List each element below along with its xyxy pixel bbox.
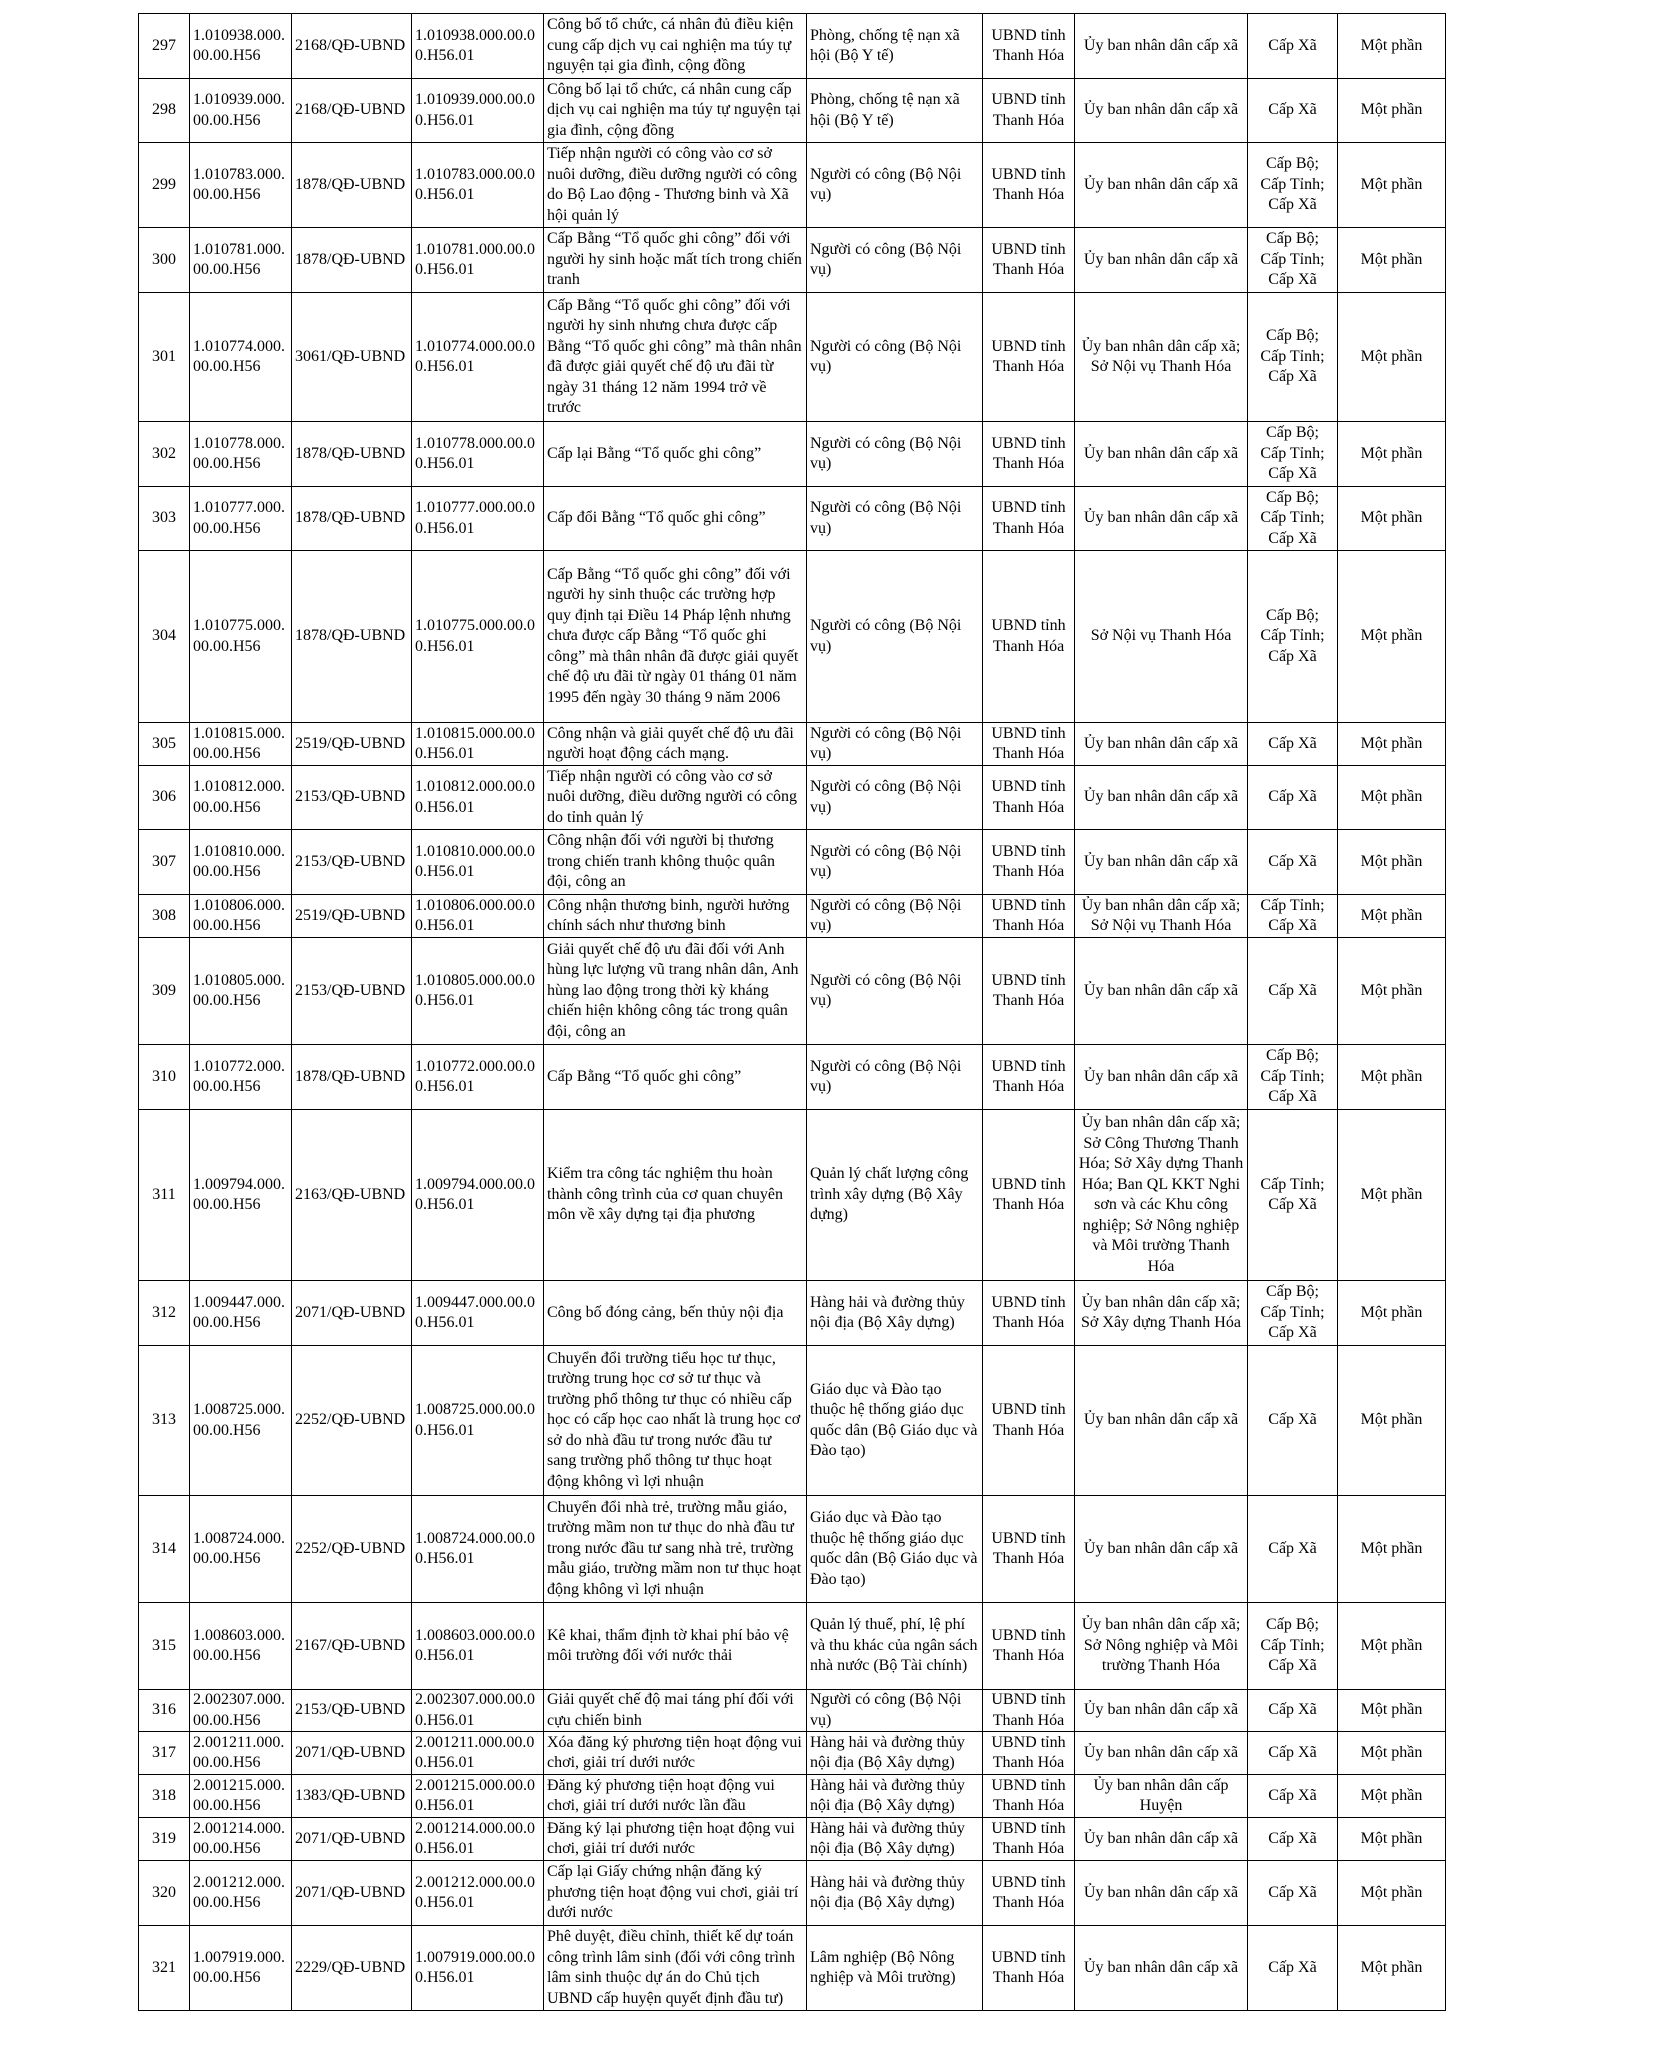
procedure-code-cell: 1.010772.000.00.00.H56 [190,1045,292,1110]
issuing-agency-cell: UBND tỉnh Thanh Hóa [983,938,1075,1045]
procedure-code-cell: 1.010938.000.00.00.H56 [190,14,292,79]
procedure-code-cell: 1.010810.000.00.00.H56 [190,830,292,895]
procedure-name-cell: Công nhận và giải quyết chế độ ưu đãi người hoạt động cách mạng. [544,723,807,766]
procedure-name-cell: Công bố tổ chức, cá nhân đủ điều kiện cung cấp dịch vụ cai nghiện ma túy tự nguyện tại gia đình, cộng đồng [544,14,807,79]
implementing-agency-cell: Ủy ban nhân dân cấp xã [1075,422,1248,487]
implementing-agency-cell: Ủy ban nhân dân cấp xã; Sở Nội vụ Thanh Hóa [1075,293,1248,422]
procedure-name-cell: Xóa đăng ký phương tiện hoạt động vui chơi, giải trí dưới nước [544,1732,807,1775]
issuing-agency-cell: UBND tỉnh Thanh Hóa [983,1926,1075,2011]
issuing-agency-cell: UBND tỉnh Thanh Hóa [983,1690,1075,1732]
service-status-cell: Một phần [1338,293,1446,422]
procedure-code-cell: 2.002307.000.00.00.H56 [190,1690,292,1732]
procedure-code-cell: 1.010815.000.00.00.H56 [190,723,292,766]
service-status-cell: Một phần [1338,1818,1446,1861]
decision-number-cell: 2519/QĐ-UBND [292,895,412,938]
level-cell: Cấp Bộ; Cấp Tỉnh; Cấp Xã [1248,422,1338,487]
issuing-agency-cell: UBND tỉnh Thanh Hóa [983,143,1075,228]
procedure-code-detail-cell: 1.010812.000.00.00.H56.01 [412,766,544,830]
issuing-agency-cell: UBND tỉnh Thanh Hóa [983,551,1075,723]
service-status-cell: Một phần [1338,1861,1446,1926]
level-cell: Cấp Tỉnh; Cấp Xã [1248,895,1338,938]
procedure-code-detail-cell: 1.010938.000.00.00.H56.01 [412,14,544,79]
procedure-code-cell: 1.010806.000.00.00.H56 [190,895,292,938]
stt-cell: 304 [139,551,190,723]
table-row [139,79,1446,143]
issuing-agency-cell: UBND tỉnh Thanh Hóa [983,1775,1075,1818]
decision-number-cell: 2252/QĐ-UBND [292,1496,412,1603]
decision-number-cell: 2168/QĐ-UBND [292,79,412,143]
stt-cell: 321 [139,1926,190,2011]
table-row [139,1603,1446,1690]
service-status-cell: Một phần [1338,830,1446,895]
stt-cell: 312 [139,1281,190,1346]
procedure-code-cell: 1.008725.000.00.00.H56 [190,1346,292,1496]
procedure-code-cell: 1.010777.000.00.00.H56 [190,487,292,551]
implementing-agency-cell: Ủy ban nhân dân cấp xã; Sở Nội vụ Thanh Hóa [1075,895,1248,938]
procedure-code-cell: 1.007919.000.00.00.H56 [190,1926,292,2011]
table-row [139,1732,1446,1775]
level-cell: Cấp Bộ; Cấp Tỉnh; Cấp Xã [1248,1603,1338,1690]
table-row [139,551,1446,723]
procedure-code-detail-cell: 1.010778.000.00.00.H56.01 [412,422,544,487]
table-row [139,1045,1446,1110]
stt-cell: 308 [139,895,190,938]
field-cell: Người có công (Bộ Nội vụ) [807,1690,983,1732]
procedure-code-detail-cell: 1.010777.000.00.00.H56.01 [412,487,544,551]
level-cell: Cấp Xã [1248,766,1338,830]
field-cell: Lâm nghiệp (Bộ Nông nghiệp và Môi trường) [807,1926,983,2011]
decision-number-cell: 2229/QĐ-UBND [292,1926,412,2011]
implementing-agency-cell: Ủy ban nhân dân cấp xã [1075,1926,1248,2011]
issuing-agency-cell: UBND tỉnh Thanh Hóa [983,1732,1075,1775]
decision-number-cell: 2153/QĐ-UBND [292,830,412,895]
decision-number-cell: 2071/QĐ-UBND [292,1281,412,1346]
implementing-agency-cell: Ủy ban nhân dân cấp xã; Sở Nông nghiệp và Môi trường Thanh Hóa [1075,1603,1248,1690]
procedure-code-detail-cell: 1.009794.000.00.00.H56.01 [412,1110,544,1281]
decision-number-cell: 2519/QĐ-UBND [292,723,412,766]
decision-number-cell: 1878/QĐ-UBND [292,422,412,487]
procedure-code-cell: 1.010775.000.00.00.H56 [190,551,292,723]
field-cell: Giáo dục và Đào tạo thuộc hệ thống giáo dục quốc dân (Bộ Giáo dục và Đào tạo) [807,1496,983,1603]
procedure-code-detail-cell: 1.010810.000.00.00.H56.01 [412,830,544,895]
table-row [139,14,1446,79]
procedure-name-cell: Công bố đóng cảng, bến thủy nội địa [544,1281,807,1346]
issuing-agency-cell: UBND tỉnh Thanh Hóa [983,228,1075,293]
table-row [139,938,1446,1045]
procedure-code-cell: 2.001214.000.00.00.H56 [190,1818,292,1861]
service-status-cell: Một phần [1338,1110,1446,1281]
implementing-agency-cell: Ủy ban nhân dân cấp xã [1075,766,1248,830]
level-cell: Cấp Xã [1248,1496,1338,1603]
service-status-cell: Một phần [1338,143,1446,228]
issuing-agency-cell: UBND tỉnh Thanh Hóa [983,1818,1075,1861]
field-cell: Người có công (Bộ Nội vụ) [807,1045,983,1110]
level-cell: Cấp Xã [1248,79,1338,143]
level-cell: Cấp Xã [1248,14,1338,79]
stt-cell: 297 [139,14,190,79]
procedure-name-cell: Tiếp nhận người có công vào cơ sở nuôi dưỡng, điều dưỡng người có công do tỉnh quản lý [544,766,807,830]
level-cell: Cấp Bộ; Cấp Tỉnh; Cấp Xã [1248,1281,1338,1346]
decision-number-cell: 2167/QĐ-UBND [292,1603,412,1690]
field-cell: Hàng hải và đường thủy nội địa (Bộ Xây dựng) [807,1732,983,1775]
issuing-agency-cell: UBND tỉnh Thanh Hóa [983,1603,1075,1690]
table-row [139,1346,1446,1496]
service-status-cell: Một phần [1338,1603,1446,1690]
service-status-cell: Một phần [1338,1496,1446,1603]
procedure-code-cell: 1.010781.000.00.00.H56 [190,228,292,293]
procedure-name-cell: Cấp lại Bằng “Tổ quốc ghi công” [544,422,807,487]
procedure-name-cell: Cấp lại Giấy chứng nhận đăng ký phương tiện hoạt động vui chơi, giải trí dưới nước [544,1861,807,1926]
decision-number-cell: 2071/QĐ-UBND [292,1732,412,1775]
issuing-agency-cell: UBND tỉnh Thanh Hóa [983,487,1075,551]
field-cell: Hàng hải và đường thủy nội địa (Bộ Xây dựng) [807,1861,983,1926]
field-cell: Hàng hải và đường thủy nội địa (Bộ Xây dựng) [807,1818,983,1861]
implementing-agency-cell: Ủy ban nhân dân cấp xã [1075,723,1248,766]
service-status-cell: Một phần [1338,228,1446,293]
decision-number-cell: 1878/QĐ-UBND [292,1045,412,1110]
procedure-name-cell: Cấp Bằng “Tổ quốc ghi công” đối với người hy sinh thuộc các trường hợp quy định tại Điều 14 Pháp lệnh nhưng chưa được cấp Bằng “Tổ quốc ghi công” mà thân nhân đã được giải quyết chế độ ưu đãi từ ngày 01 tháng 01 năm 1995 đến ngày 30 tháng 9 năm 2006 [544,551,807,723]
issuing-agency-cell: UBND tỉnh Thanh Hóa [983,1045,1075,1110]
level-cell: Cấp Bộ; Cấp Tỉnh; Cấp Xã [1248,551,1338,723]
level-cell: Cấp Xã [1248,723,1338,766]
procedure-name-cell: Công nhận đối với người bị thương trong chiến tranh không thuộc quân đội, công an [544,830,807,895]
issuing-agency-cell: UBND tỉnh Thanh Hóa [983,895,1075,938]
service-status-cell: Một phần [1338,1281,1446,1346]
decision-number-cell: 2168/QĐ-UBND [292,14,412,79]
service-status-cell: Một phần [1338,1690,1446,1732]
field-cell: Phòng, chống tệ nạn xã hội (Bộ Y tế) [807,79,983,143]
table-row [139,830,1446,895]
implementing-agency-cell: Ủy ban nhân dân cấp xã [1075,1045,1248,1110]
procedure-name-cell: Chuyển đổi nhà trẻ, trường mẫu giáo, trường mầm non tư thục do nhà đầu tư trong nước đầu tư sang nhà trẻ, trường mẫu giáo, trường mầm non tư thục hoạt động không vì lợi nhuận [544,1496,807,1603]
field-cell: Người có công (Bộ Nội vụ) [807,938,983,1045]
stt-cell: 310 [139,1045,190,1110]
decision-number-cell: 2252/QĐ-UBND [292,1346,412,1496]
stt-cell: 303 [139,487,190,551]
field-cell: Người có công (Bộ Nội vụ) [807,487,983,551]
implementing-agency-cell: Ủy ban nhân dân cấp xã [1075,143,1248,228]
procedure-code-detail-cell: 2.001214.000.00.00.H56.01 [412,1818,544,1861]
level-cell: Cấp Bộ; Cấp Tỉnh; Cấp Xã [1248,1045,1338,1110]
table-row [139,422,1446,487]
procedure-code-detail-cell: 1.008724.000.00.00.H56.01 [412,1496,544,1603]
field-cell: Phòng, chống tệ nạn xã hội (Bộ Y tế) [807,14,983,79]
implementing-agency-cell: Ủy ban nhân dân cấp xã [1075,1732,1248,1775]
service-status-cell: Một phần [1338,1775,1446,1818]
issuing-agency-cell: UBND tỉnh Thanh Hóa [983,14,1075,79]
decision-number-cell: 1878/QĐ-UBND [292,228,412,293]
procedure-code-cell: 1.009794.000.00.00.H56 [190,1110,292,1281]
issuing-agency-cell: UBND tỉnh Thanh Hóa [983,766,1075,830]
level-cell: Cấp Tỉnh; Cấp Xã [1248,1110,1338,1281]
procedure-code-detail-cell: 1.008603.000.00.00.H56.01 [412,1603,544,1690]
procedure-code-detail-cell: 1.010772.000.00.00.H56.01 [412,1045,544,1110]
level-cell: Cấp Bộ; Cấp Tỉnh; Cấp Xã [1248,293,1338,422]
procedure-name-cell: Cấp Bằng “Tổ quốc ghi công” đối với người hy sinh nhưng chưa được cấp Bằng “Tổ quốc ghi công” mà thân nhân đã được giải quyết chế độ ưu đãi từ ngày 31 tháng 12 năm 1994 trở về trước [544,293,807,422]
decision-number-cell: 1878/QĐ-UBND [292,487,412,551]
level-cell: Cấp Xã [1248,1861,1338,1926]
procedure-code-detail-cell: 2.001212.000.00.00.H56.01 [412,1861,544,1926]
stt-cell: 318 [139,1775,190,1818]
implementing-agency-cell: Sở Nội vụ Thanh Hóa [1075,551,1248,723]
procedures-table-body [139,14,1446,2011]
stt-cell: 299 [139,143,190,228]
table-row [139,1926,1446,2011]
field-cell: Người có công (Bộ Nội vụ) [807,830,983,895]
level-cell: Cấp Bộ; Cấp Tỉnh; Cấp Xã [1248,143,1338,228]
procedure-code-cell: 2.001215.000.00.00.H56 [190,1775,292,1818]
field-cell: Người có công (Bộ Nội vụ) [807,422,983,487]
level-cell: Cấp Xã [1248,938,1338,1045]
service-status-cell: Một phần [1338,1045,1446,1110]
procedure-code-cell: 1.009447.000.00.00.H56 [190,1281,292,1346]
field-cell: Người có công (Bộ Nội vụ) [807,228,983,293]
procedures-table [138,13,1446,2011]
service-status-cell: Một phần [1338,422,1446,487]
field-cell: Hàng hải và đường thủy nội địa (Bộ Xây dựng) [807,1281,983,1346]
service-status-cell: Một phần [1338,487,1446,551]
field-cell: Người có công (Bộ Nội vụ) [807,293,983,422]
field-cell: Người có công (Bộ Nội vụ) [807,723,983,766]
decision-number-cell: 3061/QĐ-UBND [292,293,412,422]
implementing-agency-cell: Ủy ban nhân dân cấp xã [1075,1818,1248,1861]
service-status-cell: Một phần [1338,895,1446,938]
procedure-name-cell: Giải quyết chế độ mai táng phí đối với cựu chiến binh [544,1690,807,1732]
level-cell: Cấp Xã [1248,1775,1338,1818]
decision-number-cell: 2153/QĐ-UBND [292,766,412,830]
implementing-agency-cell: Ủy ban nhân dân cấp xã [1075,1346,1248,1496]
service-status-cell: Một phần [1338,1926,1446,2011]
service-status-cell: Một phần [1338,766,1446,830]
stt-cell: 315 [139,1603,190,1690]
table-row [139,1861,1446,1926]
service-status-cell: Một phần [1338,1346,1446,1496]
table-row [139,1281,1446,1346]
procedure-code-cell: 1.010805.000.00.00.H56 [190,938,292,1045]
implementing-agency-cell: Ủy ban nhân dân cấp xã [1075,487,1248,551]
procedure-name-cell: Cấp Bằng “Tổ quốc ghi công” [544,1045,807,1110]
procedure-code-cell: 1.010778.000.00.00.H56 [190,422,292,487]
procedure-name-cell: Đăng ký phương tiện hoạt động vui chơi, giải trí dưới nước lần đầu [544,1775,807,1818]
table-row [139,1775,1446,1818]
procedure-code-cell: 1.010939.000.00.00.H56 [190,79,292,143]
stt-cell: 316 [139,1690,190,1732]
procedure-code-detail-cell: 1.010774.000.00.00.H56.01 [412,293,544,422]
procedure-code-cell: 1.008603.000.00.00.H56 [190,1603,292,1690]
table-row [139,766,1446,830]
decision-number-cell: 1878/QĐ-UBND [292,551,412,723]
procedure-code-cell: 1.010783.000.00.00.H56 [190,143,292,228]
procedure-code-cell: 2.001212.000.00.00.H56 [190,1861,292,1926]
implementing-agency-cell: Ủy ban nhân dân cấp xã [1075,14,1248,79]
implementing-agency-cell: Ủy ban nhân dân cấp xã; Sở Xây dựng Thanh Hóa [1075,1281,1248,1346]
table-row [139,1496,1446,1603]
implementing-agency-cell: Ủy ban nhân dân cấp xã; Sở Công Thương Thanh Hóa; Sở Xây dựng Thanh Hóa; Ban QL KKT Nghi sơn và các Khu công nghiệp; Sở Nông nghiệp và Môi trường Thanh Hóa [1075,1110,1248,1281]
field-cell: Quản lý thuế, phí, lệ phí và thu khác của ngân sách nhà nước (Bộ Tài chính) [807,1603,983,1690]
issuing-agency-cell: UBND tỉnh Thanh Hóa [983,293,1075,422]
procedure-code-detail-cell: 1.010939.000.00.00.H56.01 [412,79,544,143]
table-row [139,723,1446,766]
issuing-agency-cell: UBND tỉnh Thanh Hóa [983,1110,1075,1281]
decision-number-cell: 2163/QĐ-UBND [292,1110,412,1281]
implementing-agency-cell: Ủy ban nhân dân cấp xã [1075,1690,1248,1732]
procedure-code-detail-cell: 1.010806.000.00.00.H56.01 [412,895,544,938]
implementing-agency-cell: Ủy ban nhân dân cấp xã [1075,830,1248,895]
level-cell: Cấp Bộ; Cấp Tỉnh; Cấp Xã [1248,228,1338,293]
procedure-code-detail-cell: 1.010815.000.00.00.H56.01 [412,723,544,766]
level-cell: Cấp Xã [1248,1346,1338,1496]
procedure-name-cell: Kiểm tra công tác nghiệm thu hoàn thành công trình của cơ quan chuyên môn về xây dựng tại địa phương [544,1110,807,1281]
implementing-agency-cell: Ủy ban nhân dân cấp Huyện [1075,1775,1248,1818]
issuing-agency-cell: UBND tỉnh Thanh Hóa [983,1281,1075,1346]
procedure-code-cell: 1.008724.000.00.00.H56 [190,1496,292,1603]
procedure-code-cell: 1.010812.000.00.00.H56 [190,766,292,830]
procedure-name-cell: Đăng ký lại phương tiện hoạt động vui chơi, giải trí dưới nước [544,1818,807,1861]
procedure-code-detail-cell: 1.010805.000.00.00.H56.01 [412,938,544,1045]
implementing-agency-cell: Ủy ban nhân dân cấp xã [1075,228,1248,293]
issuing-agency-cell: UBND tỉnh Thanh Hóa [983,723,1075,766]
issuing-agency-cell: UBND tỉnh Thanh Hóa [983,1496,1075,1603]
stt-cell: 306 [139,766,190,830]
procedure-name-cell: Cấp đổi Bằng “Tổ quốc ghi công” [544,487,807,551]
stt-cell: 314 [139,1496,190,1603]
issuing-agency-cell: UBND tỉnh Thanh Hóa [983,1346,1075,1496]
level-cell: Cấp Xã [1248,1926,1338,2011]
field-cell: Người có công (Bộ Nội vụ) [807,766,983,830]
stt-cell: 317 [139,1732,190,1775]
procedure-code-detail-cell: 1.010775.000.00.00.H56.01 [412,551,544,723]
table-row [139,1110,1446,1281]
procedure-code-cell: 2.001211.000.00.00.H56 [190,1732,292,1775]
procedure-code-detail-cell: 2.001215.000.00.00.H56.01 [412,1775,544,1818]
service-status-cell: Một phần [1338,938,1446,1045]
decision-number-cell: 2071/QĐ-UBND [292,1861,412,1926]
field-cell: Người có công (Bộ Nội vụ) [807,551,983,723]
procedure-code-detail-cell: 2.001211.000.00.00.H56.01 [412,1732,544,1775]
stt-cell: 300 [139,228,190,293]
procedure-code-cell: 1.010774.000.00.00.H56 [190,293,292,422]
stt-cell: 319 [139,1818,190,1861]
stt-cell: 313 [139,1346,190,1496]
procedure-code-detail-cell: 1.009447.000.00.00.H56.01 [412,1281,544,1346]
decision-number-cell: 2071/QĐ-UBND [292,1818,412,1861]
field-cell: Người có công (Bộ Nội vụ) [807,895,983,938]
procedure-name-cell: Tiếp nhận người có công vào cơ sở nuôi dưỡng, điều dưỡng người có công do Bộ Lao động - Thương binh và Xã hội quản lý [544,143,807,228]
procedure-name-cell: Phê duyệt, điều chỉnh, thiết kế dự toán công trình lâm sinh (đối với công trình lâm sinh thuộc dự án do Chủ tịch UBND cấp huyện quyết định đầu tư) [544,1926,807,2011]
stt-cell: 305 [139,723,190,766]
decision-number-cell: 1383/QĐ-UBND [292,1775,412,1818]
table-row [139,228,1446,293]
table-row [139,895,1446,938]
service-status-cell: Một phần [1338,1732,1446,1775]
table-row [139,293,1446,422]
level-cell: Cấp Bộ; Cấp Tỉnh; Cấp Xã [1248,487,1338,551]
field-cell: Người có công (Bộ Nội vụ) [807,143,983,228]
field-cell: Giáo dục và Đào tạo thuộc hệ thống giáo dục quốc dân (Bộ Giáo dục và Đào tạo) [807,1346,983,1496]
procedure-name-cell: Kê khai, thẩm định tờ khai phí bảo vệ môi trường đối với nước thải [544,1603,807,1690]
procedure-name-cell: Công bố lại tổ chức, cá nhân cung cấp dịch vụ cai nghiện ma túy tự nguyện tại gia đình, cộng đồng [544,79,807,143]
implementing-agency-cell: Ủy ban nhân dân cấp xã [1075,1496,1248,1603]
service-status-cell: Một phần [1338,551,1446,723]
table-row [139,1690,1446,1732]
implementing-agency-cell: Ủy ban nhân dân cấp xã [1075,938,1248,1045]
stt-cell: 301 [139,293,190,422]
procedure-code-detail-cell: 1.010783.000.00.00.H56.01 [412,143,544,228]
decision-number-cell: 2153/QĐ-UBND [292,1690,412,1732]
stt-cell: 298 [139,79,190,143]
procedure-name-cell: Công nhận thương binh, người hưởng chính sách như thương binh [544,895,807,938]
stt-cell: 311 [139,1110,190,1281]
issuing-agency-cell: UBND tỉnh Thanh Hóa [983,422,1075,487]
level-cell: Cấp Xã [1248,1818,1338,1861]
procedure-code-detail-cell: 1.008725.000.00.00.H56.01 [412,1346,544,1496]
procedure-code-detail-cell: 1.007919.000.00.00.H56.01 [412,1926,544,2011]
procedure-name-cell: Chuyển đổi trường tiểu học tư thục, trường trung học cơ sở tư thục và trường phổ thông tư thục có nhiều cấp học có cấp học cao nhất là trung học cơ sở do nhà đầu tư trong nước đầu tư sang trường phổ thông tư thục hoạt động không vì lợi nhuận [544,1346,807,1496]
decision-number-cell: 2153/QĐ-UBND [292,938,412,1045]
implementing-agency-cell: Ủy ban nhân dân cấp xã [1075,79,1248,143]
field-cell: Quản lý chất lượng công trình xây dựng (Bộ Xây dựng) [807,1110,983,1281]
issuing-agency-cell: UBND tỉnh Thanh Hóa [983,79,1075,143]
procedure-name-cell: Cấp Bằng “Tổ quốc ghi công” đối với người hy sinh hoặc mất tích trong chiến tranh [544,228,807,293]
issuing-agency-cell: UBND tỉnh Thanh Hóa [983,1861,1075,1926]
service-status-cell: Một phần [1338,14,1446,79]
table-row [139,487,1446,551]
stt-cell: 307 [139,830,190,895]
table-row [139,143,1446,228]
stt-cell: 320 [139,1861,190,1926]
level-cell: Cấp Xã [1248,830,1338,895]
procedure-name-cell: Giải quyết chế độ ưu đãi đối với Anh hùng lực lượng vũ trang nhân dân, Anh hùng lao động trong thời kỳ kháng chiến hiện không công tác trong quân đội, công an [544,938,807,1045]
implementing-agency-cell: Ủy ban nhân dân cấp xã [1075,1861,1248,1926]
service-status-cell: Một phần [1338,79,1446,143]
stt-cell: 309 [139,938,190,1045]
procedure-code-detail-cell: 2.002307.000.00.00.H56.01 [412,1690,544,1732]
issuing-agency-cell: UBND tỉnh Thanh Hóa [983,830,1075,895]
procedure-code-detail-cell: 1.010781.000.00.00.H56.01 [412,228,544,293]
level-cell: Cấp Xã [1248,1690,1338,1732]
stt-cell: 302 [139,422,190,487]
field-cell: Hàng hải và đường thủy nội địa (Bộ Xây dựng) [807,1775,983,1818]
decision-number-cell: 1878/QĐ-UBND [292,143,412,228]
level-cell: Cấp Xã [1248,1732,1338,1775]
table-row [139,1818,1446,1861]
service-status-cell: Một phần [1338,723,1446,766]
